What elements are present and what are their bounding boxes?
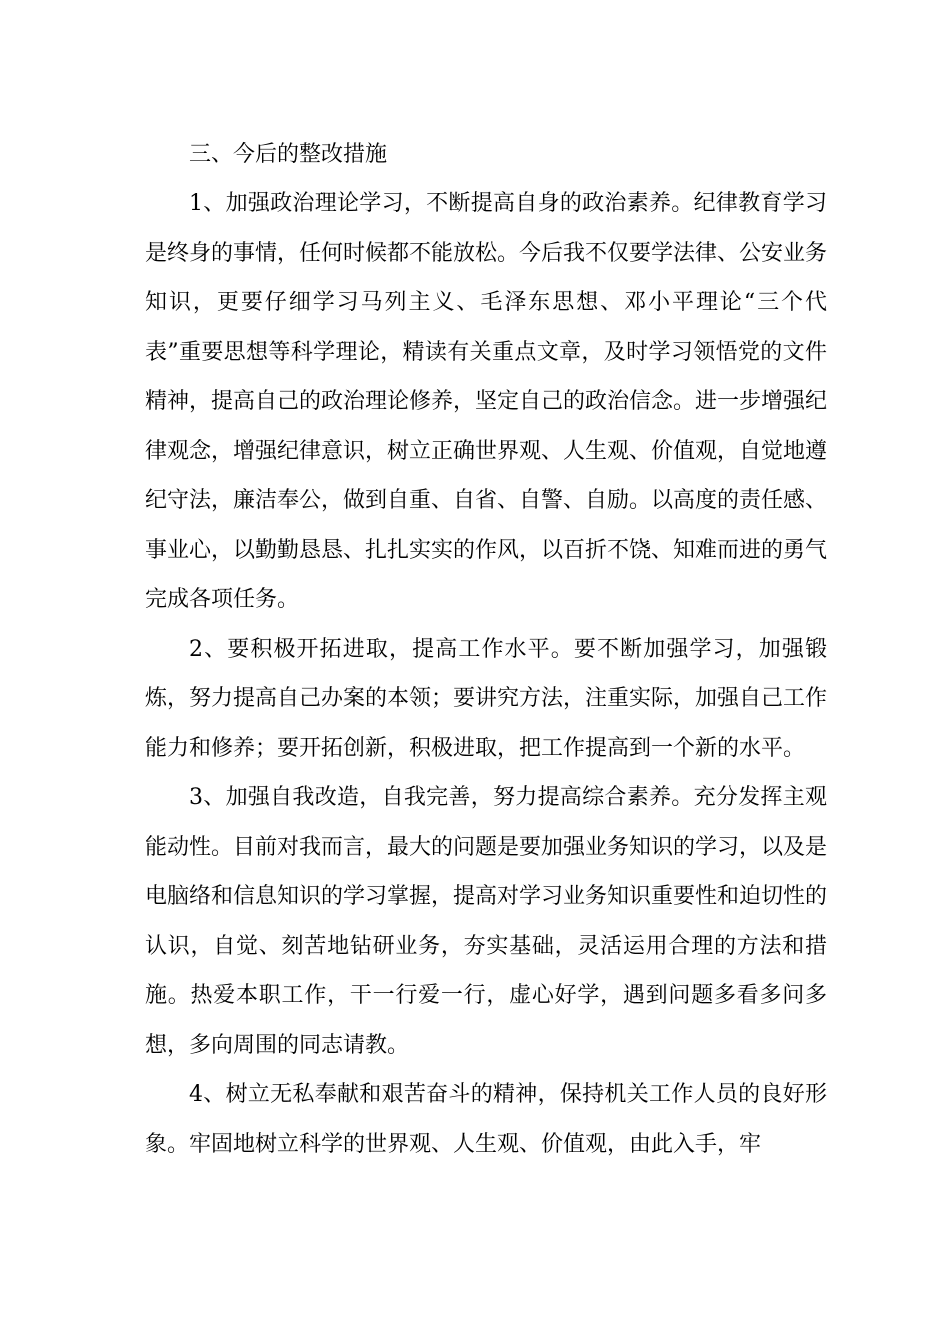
paragraph-2: 2、要积极开拓进取，提高工作水平。要不断加强学习，加强锻炼，努力提高自己办案的本领；要讲究方法，注重实际，加强自己工作能力和修养；要开拓创新，积极进取，把工作提高到一个新的水平。 — [145, 636, 828, 761]
document-body — [145, 130, 827, 1169]
paragraph-1: 1、加强政治理论学习，不断提高自身的政治素养。纪律教育学习是终身的事情，任何时候都不能放松。今后我不仅要学法律、公安业务知识，更要仔细学习马列主义、毛泽东思想、邓小平理论“三个代表”重要思想等科学理论，精读有关重点文章，及时学习领悟党的文件精神，提高自己的政治理论修养，坚定自己的政治信念。进一步增强纪律观念，增强纪律意识，树立正确世界观、人生观、价值观，自觉地遵纪守法，廉洁奉公，做到自重、自省、自警、自励。以高度的责任感、事业心，以勤勤恳恳、扎扎实实的作风，以百折不饶、知难而进的勇气完成各项任务。 — [145, 191, 828, 612]
paragraph-3: 3、加强自我改造，自我完善，努力提高综合素养。充分发挥主观能动性。目前对我而言，最大的问题是要加强业务知识的学习，以及是电脑络和信息知识的学习掌握，提高对学习业务知识重要性和迫切性的认识，自觉、刻苦地钻研业务，夯实基础，灵活运用合理的方法和措施。热爱本职工作，干一行爱一行，虚心好学，遇到问题多看多问多想，多向周围的同志请教。 — [145, 785, 828, 1058]
paragraph-4: 4、树立无私奉献和艰苦奋斗的精神，保持机关工作人员的良好形象。牢固地树立科学的世界观、人生观、价值观，由此入手，牢 — [145, 1082, 827, 1157]
section-heading: 三、今后的整改措施 — [189, 142, 388, 167]
